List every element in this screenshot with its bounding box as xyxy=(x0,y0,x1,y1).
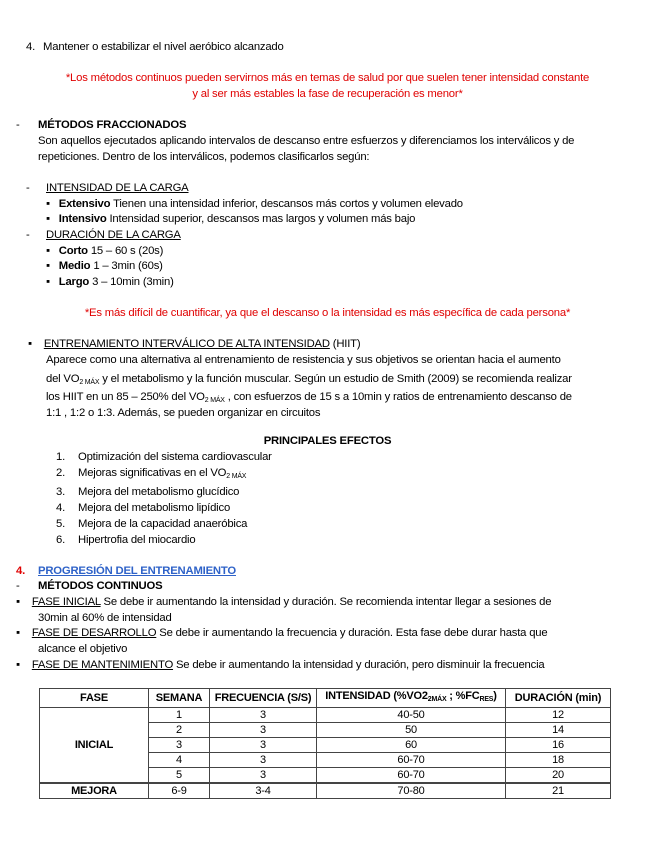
dash: - xyxy=(16,580,20,592)
section-heading: MÉTODOS FRACCIONADOS xyxy=(38,119,187,131)
table-cell: 12 xyxy=(506,708,611,723)
table-cell: 60-70 xyxy=(317,753,506,768)
paragraph-line: los HIIT en un 85 – 250% del $VO_{2 MÁX}$ , con esfuerzos de 15 s a 10min y ratios de entrenamiento descanso de xyxy=(46,391,572,404)
paragraph-line: repeticiones. Dentro de los interválicos, podemos clasificarlos según: xyxy=(38,151,370,163)
phase-cell: INICIAL xyxy=(40,708,149,784)
table-cell: 20 xyxy=(506,768,611,784)
table-cell: 3 xyxy=(210,723,317,738)
note-line: y al ser más estables la fase de recuperación es menor* xyxy=(192,88,463,100)
bullet-item: ▪ Largo 3 – 10min (3min) xyxy=(46,276,174,288)
effect-item: 4. Mejora del metabolismo lipídico xyxy=(56,502,231,514)
table-cell: 1 xyxy=(149,708,210,723)
note-line: *Los métodos continuos pueden servirnos más en temas de salud por que suelen tener intensidad constante xyxy=(65,72,590,84)
table-cell: 18 xyxy=(506,753,611,768)
bullet-item: ▪ Medio 1 – 3min (60s) xyxy=(46,260,163,272)
section-number: 4. xyxy=(16,565,26,577)
table-cell: 70-80 xyxy=(317,783,506,799)
table-cell: MEJORA xyxy=(40,783,149,799)
effect-item: 1. Optimización del sistema cardiovascular xyxy=(56,451,272,463)
table-header-row xyxy=(40,689,611,708)
bullet-item: ▪ Extensivo Tienen una intensidad inferior, descansos más cortos y volumen elevado xyxy=(46,198,463,210)
effect-item: 2. Mejoras significativas en el $VO_{2 MÁX}$ xyxy=(56,467,247,480)
table-cell: 3 xyxy=(210,708,317,723)
dash: - xyxy=(26,229,30,241)
table-cell: 2 xyxy=(149,723,210,738)
paragraph-line: Aparece como una alternativa al entrenamiento de resistencia y sus objetivos se orientan hacia el aumento xyxy=(46,354,561,366)
paragraph-line: 1:1 , 1:2 o 1:3. Además, se pueden organizar en circuitos xyxy=(46,407,321,419)
table-row xyxy=(40,783,611,799)
dash: - xyxy=(16,119,20,131)
table-cell: 3 xyxy=(210,768,317,784)
paragraph-line: del $VO_{2 MÁX}$ y el metabolismo y la función muscular. Según un estudio de Smith (2009) se recomienda realizar xyxy=(46,373,572,386)
table-cell: 40-50 xyxy=(317,708,506,723)
effect-item: 3. Mejora del metabolismo glucídico xyxy=(56,486,240,498)
hiit-heading: ▪ ENTRENAMIENTO INTERVÁLICO DE ALTA INTENSIDAD (HIIT) xyxy=(28,338,361,350)
bullet-item: ▪ FASE DE MANTENIMIENTO Se debe ir aumentando la intensidad y duración, pero disminuir la frecuencia xyxy=(16,659,545,671)
subheading: INTENSIDAD DE LA CARGA xyxy=(46,182,189,194)
effect-item: 5. Mejora de la capacidad anaeróbica xyxy=(56,518,248,530)
bullet-item: ▪ Intensivo Intensidad superior, descansos mas largos y volumen más bajo xyxy=(46,213,416,225)
table-cell: 21 xyxy=(506,783,611,799)
bullet-item: ▪ FASE INICIAL Se debe ir aumentando la intensidad y duración. Se recomienda intentar llegar a sesiones de xyxy=(16,596,552,608)
note-line: *Es más difícil de cuantificar, ya que el descanso o la intensidad es más específica de cada persona* xyxy=(84,307,571,319)
header-cell: INTENSIDAD ($\%VO2_{2MÁX}$ ; $\%FC_{RES}$) xyxy=(317,689,506,708)
paragraph-line: Son aquellos ejecutados aplicando intervalos de descanso entre esfuerzos y diferenciamos los interválicos y de xyxy=(38,135,575,147)
table-cell: 50 xyxy=(317,723,506,738)
table-cell: 60-70 xyxy=(317,768,506,784)
paragraph-line: 30min al 60% de intensidad xyxy=(38,612,172,624)
header-cell: SEMANA xyxy=(149,689,210,708)
table-cell: 3 xyxy=(210,738,317,753)
section-heading: PROGRESIÓN DEL ENTRENAMIENTO xyxy=(38,565,236,577)
dash: - xyxy=(26,182,30,194)
table-cell: 3 xyxy=(149,738,210,753)
header-cell: FASE xyxy=(40,689,149,708)
subheading: DURACIÓN DE LA CARGA xyxy=(46,229,181,241)
subheading: MÉTODOS CONTINUOS xyxy=(38,580,163,592)
paragraph-line: alcance el objetivo xyxy=(38,643,128,655)
table-cell: 6-9 xyxy=(149,783,210,799)
header-cell: DURACIÓN (min) xyxy=(506,689,611,708)
table-cell: 3 xyxy=(210,753,317,768)
table-row xyxy=(40,708,611,723)
header-cell: FRECUENCIA (S/S) xyxy=(210,689,317,708)
table-cell: 16 xyxy=(506,738,611,753)
table-cell: 3-4 xyxy=(210,783,317,799)
section-heading: PRINCIPALES EFECTOS xyxy=(263,435,392,447)
effect-item: 6. Hipertrofia del miocardio xyxy=(56,534,196,546)
bullet-item: ▪ Corto 15 – 60 s (20s) xyxy=(46,245,164,257)
progression-table xyxy=(39,688,611,799)
bullet-item: ▪ FASE DE DESARROLLO Se debe ir aumentando la frecuencia y duración. Esta fase debe durar hasta que xyxy=(16,627,548,639)
table-cell: 14 xyxy=(506,723,611,738)
table-cell: 4 xyxy=(149,753,210,768)
table-cell: 60 xyxy=(317,738,506,753)
list-item: 4. Mantener o estabilizar el nivel aeróbico alcanzado xyxy=(26,41,284,53)
table-cell: 5 xyxy=(149,768,210,784)
